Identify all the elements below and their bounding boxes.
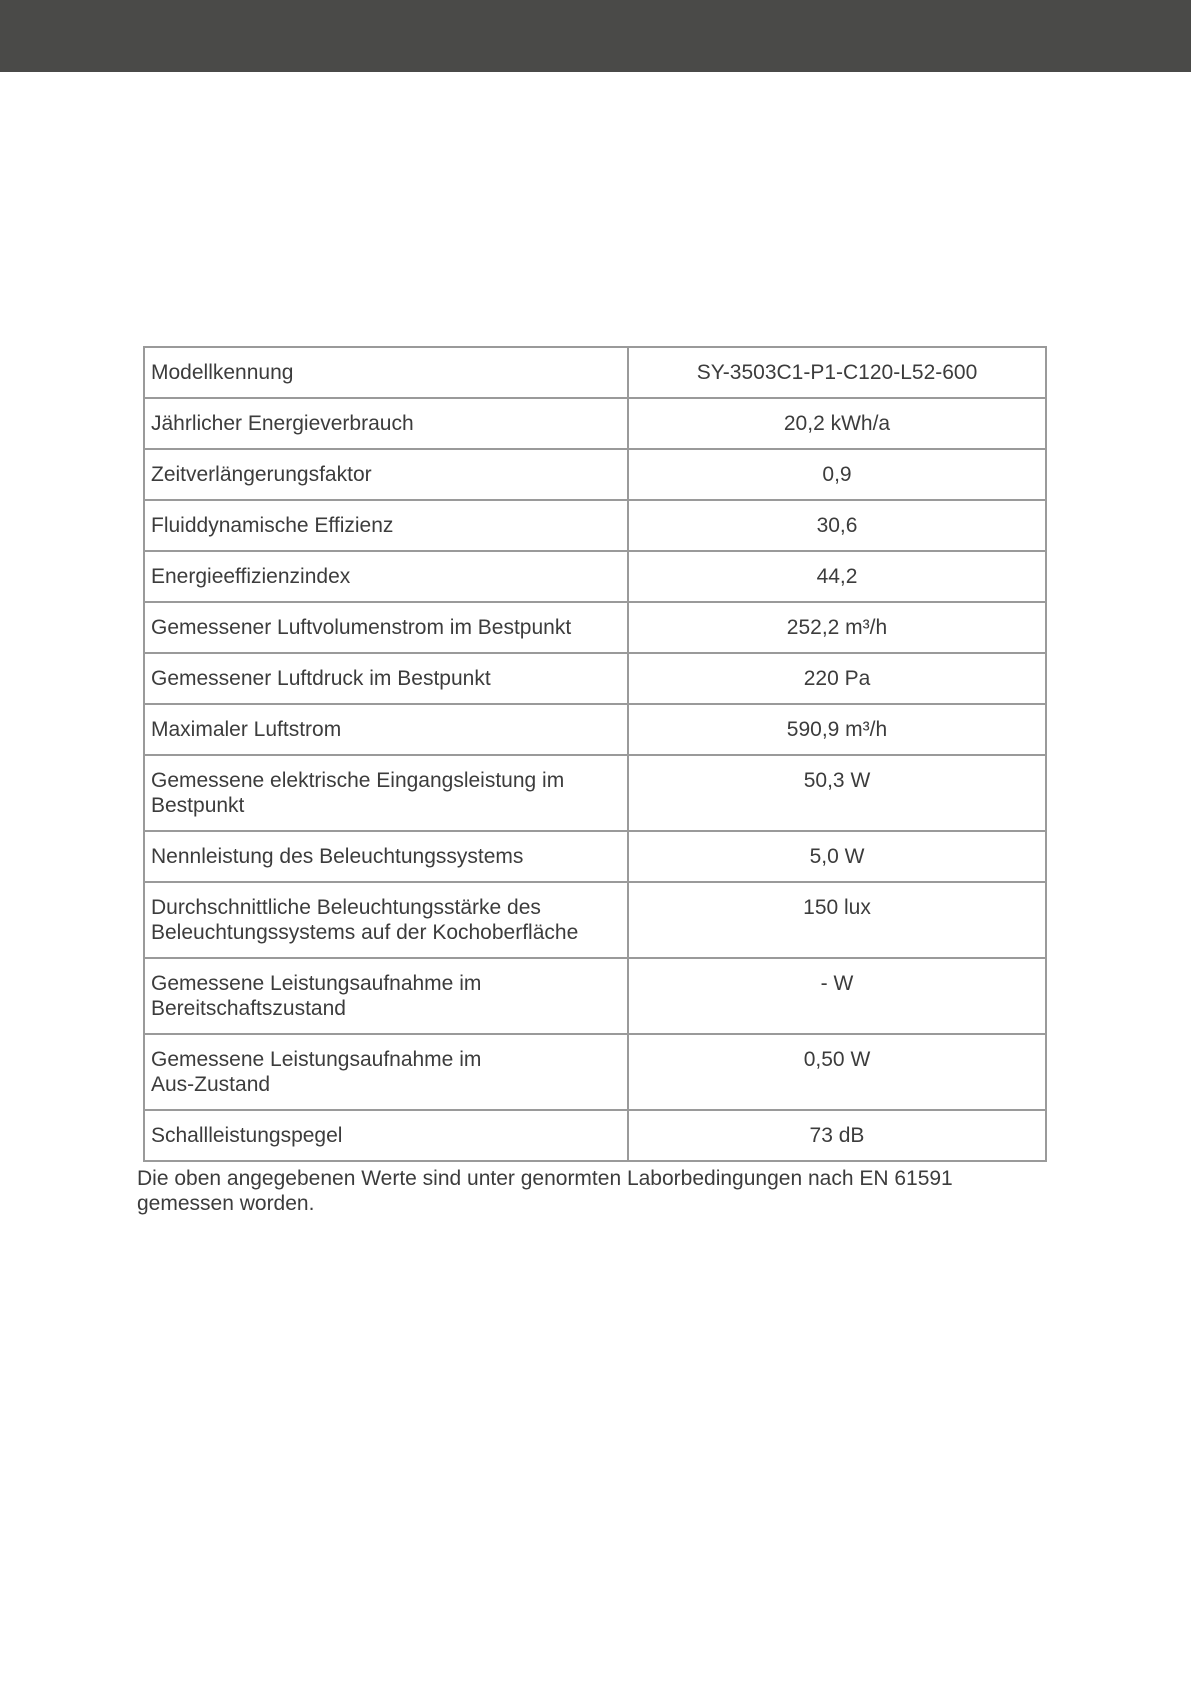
row-label-illuminance: Durchschnittliche Beleuchtungsstärke des Beleuchtungssystems auf der Kochoberfläche: [144, 882, 628, 958]
row-label-airflow-bep: Gemessener Luftvolumenstrom im Bestpunkt: [144, 602, 628, 653]
row-value-lighting-power: 5,0 W: [628, 831, 1046, 882]
table-row: [144, 602, 1046, 653]
row-value-max-airflow: 590,9 m³/h: [628, 704, 1046, 755]
row-label-sound-power: Schallleistungspegel: [144, 1110, 628, 1161]
row-value-airflow-bep: 252,2 m³/h: [628, 602, 1046, 653]
row-label-annual-energy: Jährlicher Energieverbrauch: [144, 398, 628, 449]
table-row: [144, 347, 1046, 398]
table-row: [144, 1110, 1046, 1161]
row-value-standby-power: - W: [628, 958, 1046, 1034]
table-row: [144, 958, 1046, 1034]
header-bar: [0, 0, 1191, 72]
table-row: [144, 449, 1046, 500]
footnote: Die oben angegebenen Werte sind unter genormten Laborbedingungen nach EN 61591 gemessen worden.: [137, 1167, 953, 1215]
row-label-energy-index: Energieeffizienzindex: [144, 551, 628, 602]
table-row: [144, 653, 1046, 704]
row-label-time-factor: Zeitverlängerungsfaktor: [144, 449, 628, 500]
row-label-max-airflow: Maximaler Luftstrom: [144, 704, 628, 755]
row-value-fluid-efficiency: 30,6: [628, 500, 1046, 551]
row-label-standby-power: Gemessene Leistungsaufnahme im Bereitschaftszustand: [144, 958, 628, 1034]
row-value-time-factor: 0,9: [628, 449, 1046, 500]
table-row: [144, 398, 1046, 449]
row-label-pressure-bep: Gemessener Luftdruck im Bestpunkt: [144, 653, 628, 704]
table-row: [144, 500, 1046, 551]
row-label-lighting-power: Nennleistung des Beleuchtungssystems: [144, 831, 628, 882]
spec-table: [143, 346, 1047, 1162]
table-row: [144, 704, 1046, 755]
row-label-input-power-bep: Gemessene elektrische Eingangsleistung im Bestpunkt: [144, 755, 628, 831]
table-row: [144, 755, 1046, 831]
row-value-model-id: SY-3503C1-P1-C120-L52-600: [628, 347, 1046, 398]
row-value-sound-power: 73 dB: [628, 1110, 1046, 1161]
table-row: [144, 551, 1046, 602]
row-label-model-id: Modellkennung: [144, 347, 628, 398]
row-value-illuminance: 150 lux: [628, 882, 1046, 958]
row-value-input-power-bep: 50,3 W: [628, 755, 1046, 831]
row-value-pressure-bep: 220 Pa: [628, 653, 1046, 704]
row-value-annual-energy: 20,2 kWh/a: [628, 398, 1046, 449]
row-value-energy-index: 44,2: [628, 551, 1046, 602]
row-label-off-power: Gemessene Leistungsaufnahme im Aus-Zustand: [144, 1034, 628, 1110]
row-label-fluid-efficiency: Fluiddynamische Effizienz: [144, 500, 628, 551]
table-row: [144, 1034, 1046, 1110]
row-value-off-power: 0,50 W: [628, 1034, 1046, 1110]
table-row: [144, 882, 1046, 958]
table-row: [144, 831, 1046, 882]
